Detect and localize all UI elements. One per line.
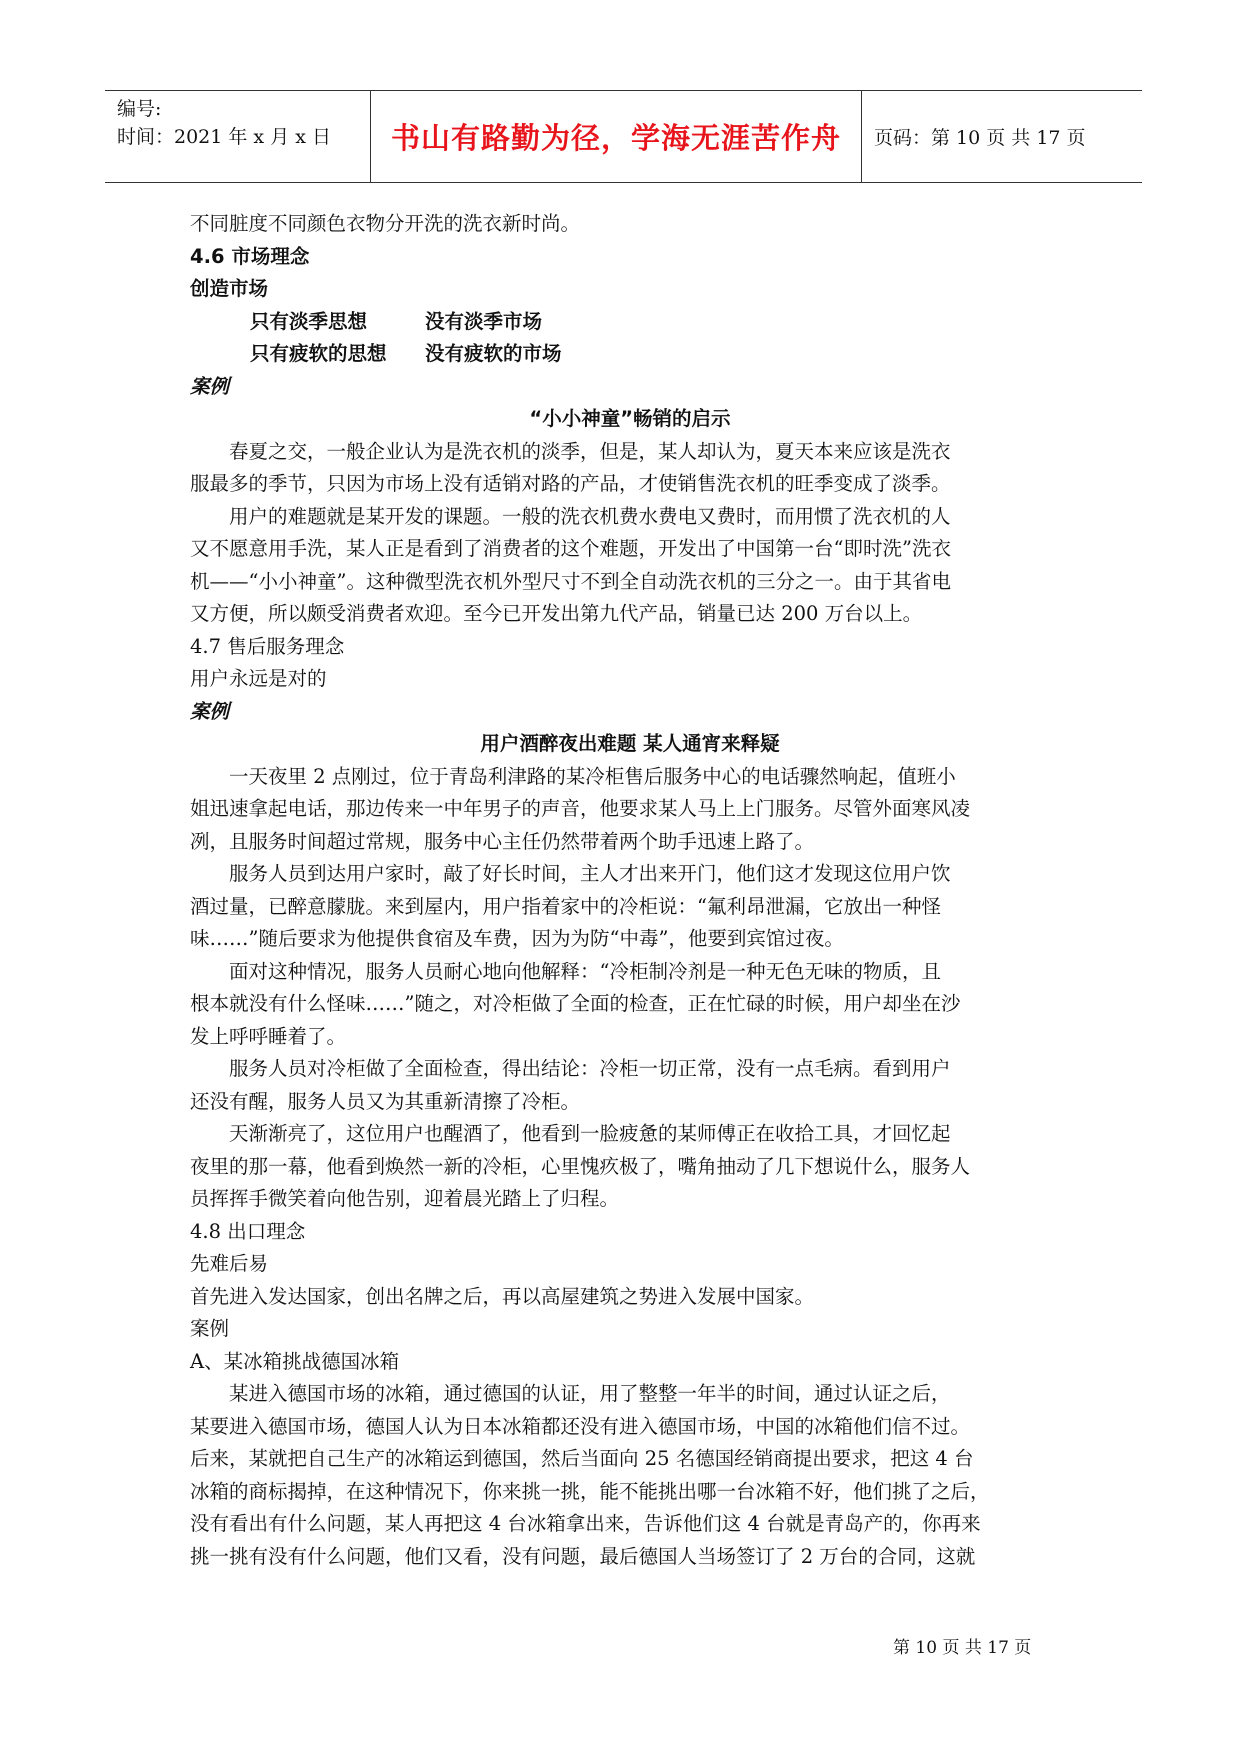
paragraph-line: 服务人员对冷柜做了全面检查，得出结论：冷柜一切正常，没有一点毛病。看到用户 (229, 1057, 951, 1080)
slogan-part: 只有疲软的思想 (250, 342, 387, 365)
paragraph-line: 某进入德国市场的冰箱，通过德国的认证，用了整整一年半的时间，通过认证之后， (229, 1382, 951, 1405)
header-motto-cell (370, 91, 862, 182)
case-label: 案例 (190, 374, 230, 398)
paragraph-line: 一天夜里 2 点刚过，位于青岛利津路的某冷柜售后服务中心的电话骤然响起，值班小 (229, 764, 956, 788)
header-page-cell (862, 91, 1142, 182)
case-label: 案例 (190, 699, 230, 723)
paragraph-line: 某要进入德国市场，德国人认为日本冰箱都还没有进入德国市场，中国的冰箱他们信不过。 (190, 1414, 971, 1438)
slogan-part: 只有淡季思想 (250, 309, 368, 333)
paragraph-line: 后来，某就把自己生产的冰箱运到德国，然后当面向 25 名德国经销商提出要求，把这 4 台 (190, 1447, 974, 1470)
paragraph-line: 天渐渐亮了，这位用户也醒酒了，他看到一脸疲惫的某师傅正在收拾工具，才回忆起 (229, 1122, 951, 1145)
section-heading: 4.7 售后服务理念 (190, 634, 345, 658)
paragraph-line: 还没有醒，服务人员又为其重新清擦了冷柜。 (190, 1089, 581, 1113)
document-body (190, 208, 1070, 1573)
paragraph-line: 挑一挑有没有什么问题，他们又看，没有问题，最后德国人当场签订了 2 万台的合同，这就 (190, 1544, 976, 1568)
header-motto: 书山有路勤为径，学海无涯苦作舟 (390, 121, 841, 155)
slogan-part: 没有疲软的市场 (425, 342, 562, 365)
slogan-part: 没有淡季市场 (425, 309, 543, 333)
section-concept: 创造市场 (190, 277, 269, 300)
paragraph-line: 姐迅速拿起电话，那边传来一中年男子的声音，他要求某人马上上门服务。尽管外面寒风凌 (190, 797, 971, 820)
slogan-line (190, 306, 1070, 339)
paragraph-line: 服务人员到达用户家时，敲了好长时间，主人才出来开门，他们这才发现这位用户饮 (229, 862, 951, 885)
paragraph-line: 没有看出有什么问题，某人再把这 4 台冰箱拿出来，告诉他们这 4 台就是青岛产的，你再来 (190, 1512, 981, 1535)
header-page-number: 页码：第 10 页 共 17 页 (874, 127, 1086, 149)
paragraph-line: 服最多的季节，只因为市场上没有适销对路的产品，才使销售洗衣机的旺季变成了淡季。 (190, 472, 951, 495)
section-concept: 用户永远是对的 (190, 667, 327, 690)
page-footer: 第 10 页 共 17 页 (893, 1638, 1032, 1658)
paragraph-line: 酒过量，已醉意朦胧。来到屋内，用户指着家中的冷柜说：“氟利昂泄漏，它放出一种怪 (190, 894, 941, 918)
paragraph-line: 冰箱的商标揭掉，在这种情况下，你来挑一挑，能不能挑出哪一台冰箱不好，他们挑了之后， (190, 1479, 990, 1503)
paragraph-line: 用户的难题就是某开发的课题。一般的洗衣机费水费电又费时，而用惯了洗衣机的人 (229, 504, 951, 528)
paragraph-line: 根本就没有什么怪味……”随之，对冷柜做了全面的检查，正在忙碌的时候，用户却坐在沙 (190, 992, 961, 1015)
document-time-label: 时间：2021 年 x 月 x 日 (117, 126, 331, 148)
case-label: 案例 (190, 1317, 230, 1340)
paragraph-line: 又不愿意用手洗，某人正是看到了消费者的这个难题，开发出了中国第一台“即时洗”洗衣 (190, 537, 951, 560)
paragraph-line: 面对这种情况，服务人员耐心地向他解释：“冷柜制冷剂是一种无色无味的物质，且 (229, 959, 941, 983)
header-meta-cell (105, 91, 370, 182)
paragraph-line: 又方便，所以颇受消费者欢迎。至今已开发出第九代产品，销量已达 200 万台以上。 (190, 602, 923, 625)
section-concept: 先难后易 (190, 1252, 269, 1275)
body-line: 首先进入发达国家，创出名牌之后，再以高屋建筑之势进入发展中国家。 (190, 1284, 815, 1308)
slogan-line (190, 338, 1070, 371)
case-subtitle: A、某冰箱挑战德国冰箱 (190, 1349, 400, 1373)
paragraph-line: 发上呼呼睡着了。 (190, 1024, 347, 1048)
case-title: 用户酒醉夜出难题 某人通宵来释疑 (480, 732, 780, 755)
document-number-label: 编号: (117, 98, 162, 120)
section-heading: 4.6 市场理念 (190, 244, 310, 268)
page-header (105, 90, 1142, 183)
paragraph-line: 味……”随后要求为他提供食宿及车费，因为为防“中毒”，他要到宾馆过夜。 (190, 927, 844, 950)
case-title: “小小神童”畅销的启示 (529, 407, 731, 430)
paragraph-line: 春夏之交，一般企业认为是洗衣机的淡季，但是，某人却认为，夏天本来应该是洗衣 (229, 439, 951, 463)
body-line: 不同脏度不同颜色衣物分开洗的洗衣新时尚。 (190, 212, 581, 235)
paragraph-line: 冽，且服务时间超过常规，服务中心主任仍然带着两个助手迅速上路了。 (190, 829, 815, 853)
paragraph-line: 员挥挥手微笑着向他告别，迎着晨光踏上了归程。 (190, 1187, 620, 1210)
paragraph-line: 夜里的那一幕，他看到焕然一新的冷柜，心里愧疚极了，嘴角抽动了几下想说什么，服务人 (190, 1154, 971, 1178)
section-heading: 4.8 出口理念 (190, 1219, 306, 1243)
paragraph-line: 机——“小小神童”。这种微型洗衣机外型尺寸不到全自动洗衣机的三分之一。由于其省电 (190, 569, 951, 593)
